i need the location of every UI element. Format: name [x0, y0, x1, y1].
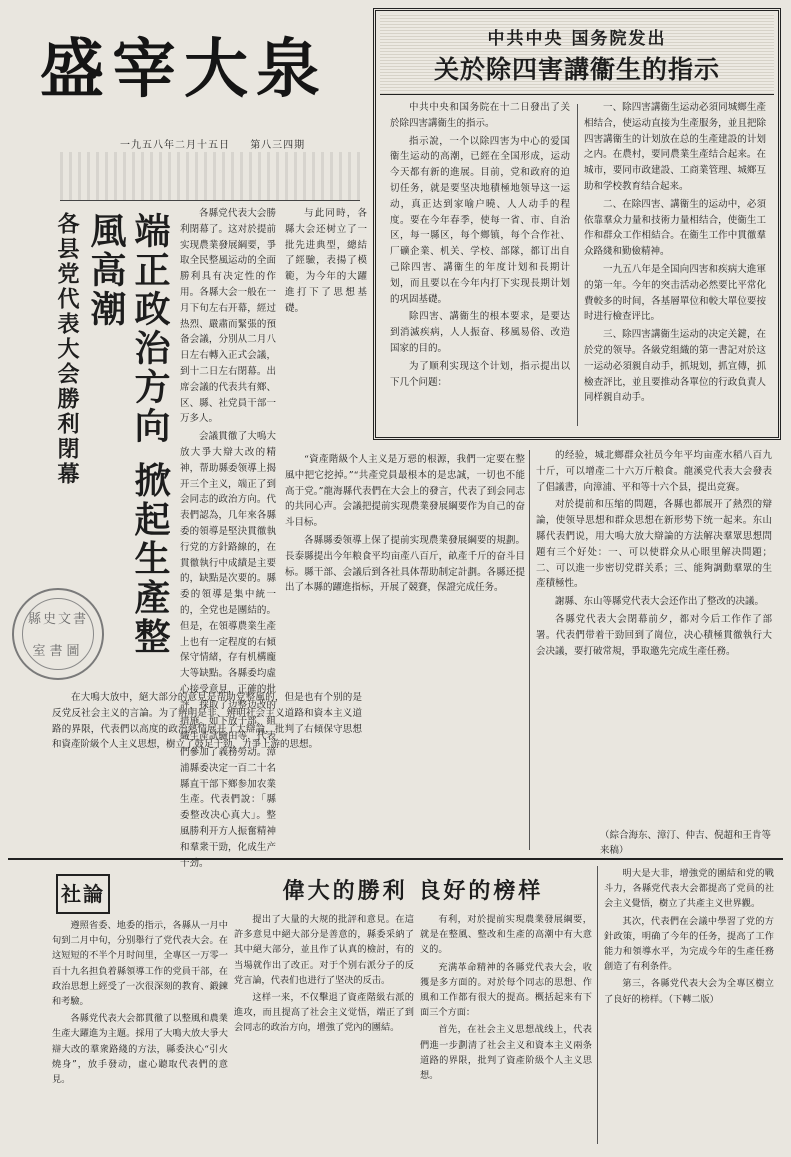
dateline	[120, 136, 321, 151]
library-stamp	[12, 588, 104, 680]
editorial-paragraph: 提出了大量的大规的批評和意見。在這許多意見中絕大部分是善意的，縣委采納了其中絕大部分，並且作了认真的檢討，有的当場就作出了改正。对于个别右派分子的反党言論，代表们也进行了坚决的反击。	[234, 914, 414, 986]
directive-paragraph: 中共中央和国务院在十二日發出了关於除四害講衞生的指示。	[390, 102, 570, 129]
lead-subhead: 各县党代表大会勝利閉幕	[54, 212, 80, 487]
masthead-title: 盛宰大泉	[40, 32, 328, 107]
editorial-paragraph: 这样一来，不仅擊退了資產階級右派的進攻，而且提高了社会主义觉悟，端正了到会同志的政治方向，增強了党內的團結。	[234, 992, 414, 1034]
directive-headline: 关於除四害講衞生的指示	[433, 55, 720, 84]
editorial-col3	[420, 912, 592, 1144]
editorial-col4	[604, 866, 774, 1144]
right-story-credit: （綜合海东、漳汀、仲吉、倪超和王肯等来稿）	[600, 830, 772, 856]
editorial-paragraph: 各縣党代表大会都貫徹了以整風和農業生產大躍進为主題。採用了大鳴大放大爭大辯大改的羣衆路綫的方法，縣委決心“引火燒身”，放手發动，虛心聽取代表們的意見。	[52, 1013, 228, 1086]
right-story-paragraph: 謝縣、东山等縣党代表大会还作出了整改的决議。	[555, 596, 765, 608]
lower-story-paragraph: 各縣縣委领導上保了提前实现農業發展綱要的規劃。長泰縣提出今年粮食平均亩產八百斤，畝產千斤的奋斗目标。縣干部、会議后到各社具体帮助制定計劃。各縣还提出了本縣的躍進指标，开展了競賽，保證完成任务。	[285, 534, 525, 594]
editorial-paragraph: 其次，代表們在会議中學習了党的方針政策，明确了今年的任务，提高了工作能力和領導水平，为完成今年的生產任務創造了有利条件。	[604, 915, 774, 973]
directive-paragraph: 指示說，一个以除四害为中心的爱国衞生运动的高潮，已經在全国形成，运动今天都有新的進展。目前，党和政府的迫切任务，就是要坚决地積極地领导这一运动，真正达到家喻户曉、人人动手的程度。要在今年春季，使每一省、市、自治区，每一縣区，每个鄉镇，每个合作社、厂礦企業、机关、学校、部隊，都订出自己除四害、講衞生的年度计划和長期计划，而且要以在今年内打下实现長期计划的巩固基礎。	[390, 135, 570, 305]
right-story-paragraph: 对於提前和压缩的問題，各縣也都展开了熱烈的辯論，使领导思想和群众思想在新形势下统一起来。东山縣代表們说，用大鳴大放大辯論的方法解决羣眾思想問題有三个好处：一、可以使群众从心眼里解决問題；二、可以進一步密切党群关系；三、能夠調動羣眾的生產積極性。	[536, 499, 772, 590]
masthead-illustration	[60, 152, 360, 201]
lead-paragraph: 在大鳴大放中，絕大部分的意見是帮助党整風的，但是也有个别的是反党反社会主义的言論。为了辨明是非、辨明社会主义道路和資本主义道路的界限，代表們以高度的政治熱情展开了大辯論，批判了右傾保守思想和資產阶級个人主义思想，樹立了鼓足干勁、力爭上游的思想。	[52, 692, 362, 751]
editorial-paragraph: 首先，在社会主义思想战线上，代表們進一步劃清了社会主义和資本主义兩条道路的界限，批判了資產阶級个人主义思想。	[420, 1024, 592, 1082]
directive-body-right	[584, 100, 766, 430]
lead-paragraph: 会議貫徹了大鳴大放大爭大辯大改的精神，帮助縣委领導上揭开三个主义，端正了到会同志的政治方向。代表們認為，几年來各縣委的領導是堅決貫徹執行党的方針路線的，在貫徹執行中成績是主要的，缺點是次要的。縣委的領導是集中統一的，全党也是團結的。但是，在領導農業生產上也有一定程度的右傾保守情緒，存有机構龐大等缺點。各縣委均虛心接受意見，正確的批評，採取了边整边改的措施。如下放干部、組織生產試驗田等，代表們參加了義務勞动。漳浦縣委决定一百二十名縣直干部下鄉参加农業生產。代表們說：「縣委整改决心真大」。整風勝利开方人振奮精神和羣衆干勁，化成生产干劲。	[180, 431, 276, 869]
issue-date: 一九五八年二月十五日	[120, 140, 230, 151]
lead-paragraph: 各縣党代表大会勝利閉幕了。这对於提前实现農業發展綱要，爭取全民整風运动的全面勝利具有决定性的作用。各縣大会一般在一月下旬左右开幕，經过热烈、嚴肅而緊張的預备会議，分別从二月八日左右轉入正式会議，到十二日左右閉幕。出席会議的代表共有鄉、区、縣、社党員干部一万多人。	[180, 208, 276, 425]
stamp-text-bottom: 室書圖	[32, 644, 84, 659]
lead-paragraph: 与此同時，各縣大会还树立了一批先进典型，總結了經驗，表揚了模範，为今年的大躍進打下了思想基礎。	[285, 208, 367, 314]
right-story-col	[536, 448, 772, 824]
column-rule	[529, 450, 530, 850]
directive-column-rule	[577, 104, 578, 426]
right-story-paragraph: 的经验，城北鄉群众社员今年平均亩產水稻八百九十斤，可以增產二十六万斤粮食。龍溪党代表大会發表了倡議書，向漳浦、平和等十六个县，提出竞赛。	[536, 450, 772, 493]
column-rule	[597, 866, 598, 1144]
lower-story-col	[285, 452, 525, 850]
lead-body-col2	[285, 206, 367, 448]
editorial-headline: 偉大的勝利 良好的榜样	[282, 878, 544, 904]
directive-paragraph: 三、除四害講衞生运动的决定关鍵，在於党的领导。各級党组織的第一書記对於这一运动必須親自动手，抓規划，抓宣傳，抓檢查評比，並且要推动各單位的行政負責人同样親自动手。	[584, 329, 766, 404]
right-story-paragraph: 各縣党代表大会閉幕前夕，都对今后工作作了部署。代表們带着干勁回到了崗位，决心積極貫徹執行大会决議，要打破常規，爭取邀先完成生產任務。	[536, 613, 772, 657]
editorial-paragraph: 遵照省委、地委的指示，各縣从一月中旬到二月中旬，分别舉行了党代表大会。在这短短的不半个月时间里，全專区一万零一百十九名担負着縣領導工作的党員干部，在政治思想上經受了一次很深刻的教育、鍛鍊和考驗。	[52, 920, 228, 1008]
editorial-paragraph: 充满革命精神的各縣党代表大会，收獲是多方面的。对於每个同志的思想、作風和工作都有很大的提高。概括起来有下面三个方面：	[420, 961, 592, 1019]
editorial-col1	[52, 918, 228, 1144]
issue-number: 第八三四期	[250, 140, 306, 151]
editorial-paragraph: 有利，对於提前实現農業發展綱要，就是在整風、整改和生產的高潮中有大意义的。	[420, 914, 592, 956]
lower-story-paragraph: “資產階級个人主义是万惡的根源，我們一定要在整風中把它挖掉。”“共產党員最根本的是忠誠，一切也不能高于党。”龍海縣代表們在大会上的發言，代表了到会同志的共同心声。会議把提前实现農業發展綱要作为自己的奋斗目标。	[285, 454, 525, 529]
directive-kicker: 中共中央 国务院发出	[487, 29, 667, 49]
lead-headline: 端正政治方向 掀起生產整風高潮	[85, 212, 171, 657]
directive-paragraph: 一、除四害講衞生运动必須同城鄉生產相结合，使运动直接为生產服务，並且把除四害講衞生的计划放在总的生產建設的计划之内。在農村，要同農業生產结合起来。在城市，要同市政建設、工商業管理、城鄉互助和学校教育结合起来。	[584, 102, 766, 192]
directive-body-left	[390, 100, 570, 430]
editorial-tag: 社論	[56, 874, 110, 914]
section-rule	[8, 858, 783, 860]
directive-paragraph: 为了顺利实现这个计划，指示提出以下几个问题：	[390, 360, 570, 388]
editorial-paragraph: 明大是大非，增強党的團結和党的戰斗力，各縣党代表大会都提高了党員的社会主义覺悟，樹立了共產主义世界觀。	[604, 868, 774, 910]
directive-paragraph: 除四害、講衞生的根本要求，是要达到消滅疾病，人人振奋、移風易俗、改造国家的目的。	[390, 311, 570, 354]
directive-paragraph: 一九五八年是全国向四害和疾病大進軍的第一年。今年的突击活动必然要比平常化費較多的时间，各基層單位和較大單位要按时进行檢查评比。	[584, 263, 766, 323]
directive-paragraph: 二、在除四害、講衞生的运动中，必須依靠羣众力量和技術力量相结合，使衞生工作和群众工作相結合。在衞生工作中貫徹羣众路綫和勤儉精神。	[584, 198, 766, 258]
editorial-col2	[234, 912, 414, 1144]
editorial-paragraph: 第三，各縣党代表大会为全專区樹立了良好的榜样。（下轉二版）	[604, 978, 774, 1005]
stamp-text-top: 縣史文書	[27, 612, 88, 627]
